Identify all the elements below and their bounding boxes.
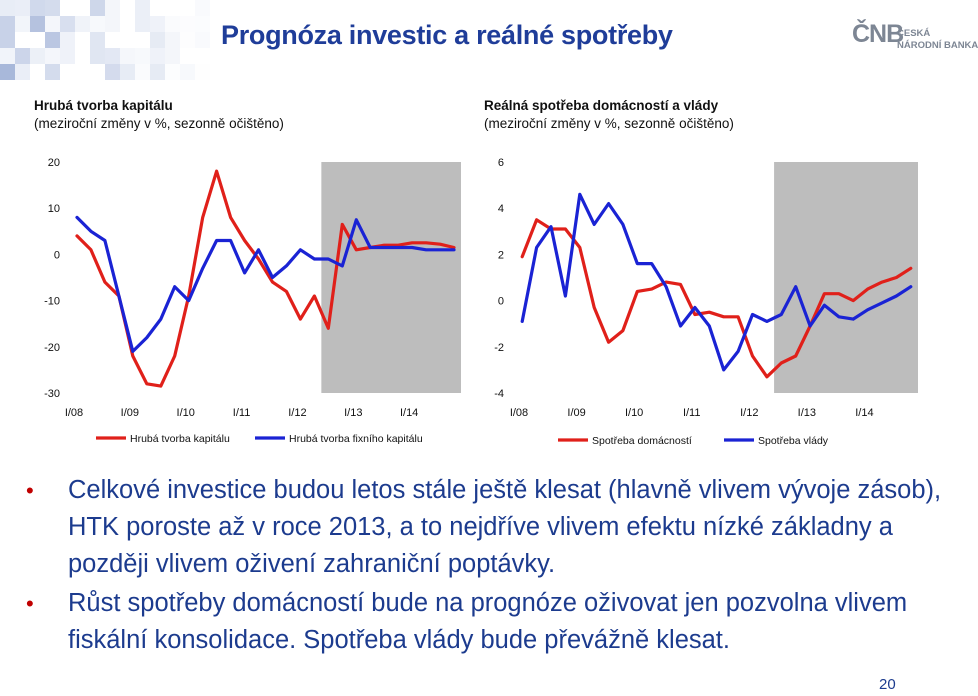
x-tick-label: I/11 <box>232 407 251 419</box>
bullet-list <box>26 472 946 661</box>
y-tick-label: -30 <box>44 388 60 400</box>
right-chart-title-main: Reálná spotřeba domácností a vlády <box>484 98 719 113</box>
cnb-logo <box>852 16 978 56</box>
x-tick-label: I/10 <box>624 407 644 419</box>
x-tick-label: I/08 <box>64 407 84 419</box>
legend-label: Hrubá tvorba fixního kapitálu <box>289 433 423 445</box>
logo-text-line2: NÁRODNÍ BANKA <box>897 40 978 51</box>
x-tick-label: I/11 <box>682 407 701 419</box>
y-tick-label: 20 <box>47 157 60 169</box>
right-chart-title-sub: (meziroční změny v %, sezonně očištěno) <box>484 116 734 131</box>
page-number: 20 <box>879 676 896 693</box>
bullet-item <box>26 472 946 583</box>
x-tick-label: I/13 <box>344 407 363 419</box>
y-tick-label: 6 <box>497 157 504 169</box>
logo-mark: ČNB <box>852 20 904 48</box>
right-chart-title <box>484 97 734 133</box>
bullet-marker-icon: • <box>26 591 34 616</box>
right-chart <box>470 140 940 465</box>
left-chart <box>0 140 470 465</box>
x-tick-label: I/09 <box>120 407 140 419</box>
x-tick-label: I/12 <box>740 407 759 419</box>
y-tick-label: -10 <box>44 295 60 308</box>
left-chart-title <box>34 97 284 133</box>
y-tick-label: 4 <box>497 203 504 216</box>
y-tick-label: 2 <box>497 249 504 262</box>
x-tick-label: I/13 <box>797 407 817 419</box>
slide-title: Prognóza investic a reálné spotřeby <box>221 20 673 50</box>
x-tick-label: I/08 <box>509 407 529 419</box>
bullet-marker-icon: • <box>26 478 34 503</box>
x-tick-label: I/14 <box>399 407 419 419</box>
header-mosaic-decoration <box>0 0 210 78</box>
forecast-shade <box>321 162 461 393</box>
bullet-text: Růst spotřeby domácností bude na prognóze oživovat jen pozvolna vlivem fiskální konsolidace. Spotřeba vlády bude převážně klesat. <box>68 589 908 654</box>
y-tick-label: -4 <box>494 388 504 400</box>
y-tick-label: 0 <box>497 295 504 308</box>
x-tick-label: I/14 <box>855 407 874 419</box>
left-chart-title-main: Hrubá tvorba kapitálu <box>34 98 173 113</box>
legend-label: Hrubá tvorba kapitálu <box>130 433 230 445</box>
y-tick-label: 0 <box>53 249 60 262</box>
left-chart-title-sub: (meziroční změny v %, sezonně očištěno) <box>34 116 284 131</box>
y-tick-label: -20 <box>44 341 60 354</box>
x-tick-label: I/09 <box>567 407 586 419</box>
x-tick-label: I/12 <box>288 407 307 419</box>
logo-text-line1: ČESKÁ <box>897 28 931 39</box>
x-tick-label: I/10 <box>176 407 195 419</box>
bullet-text: Celkové investice budou letos stále ještě klesat (hlavně vlivem vývoje zásob), HTK poroste až v roce 2013, a to nejdříve vlivem efektu nízké základny a později vlivem oživení zahraniční poptávky. <box>68 476 942 578</box>
legend-label: Spotřeba domácností <box>592 435 692 447</box>
y-tick-label: -2 <box>494 341 504 354</box>
bullet-item <box>26 585 946 659</box>
legend-label: Spotřeba vlády <box>758 435 829 447</box>
y-tick-label: 10 <box>47 203 60 216</box>
